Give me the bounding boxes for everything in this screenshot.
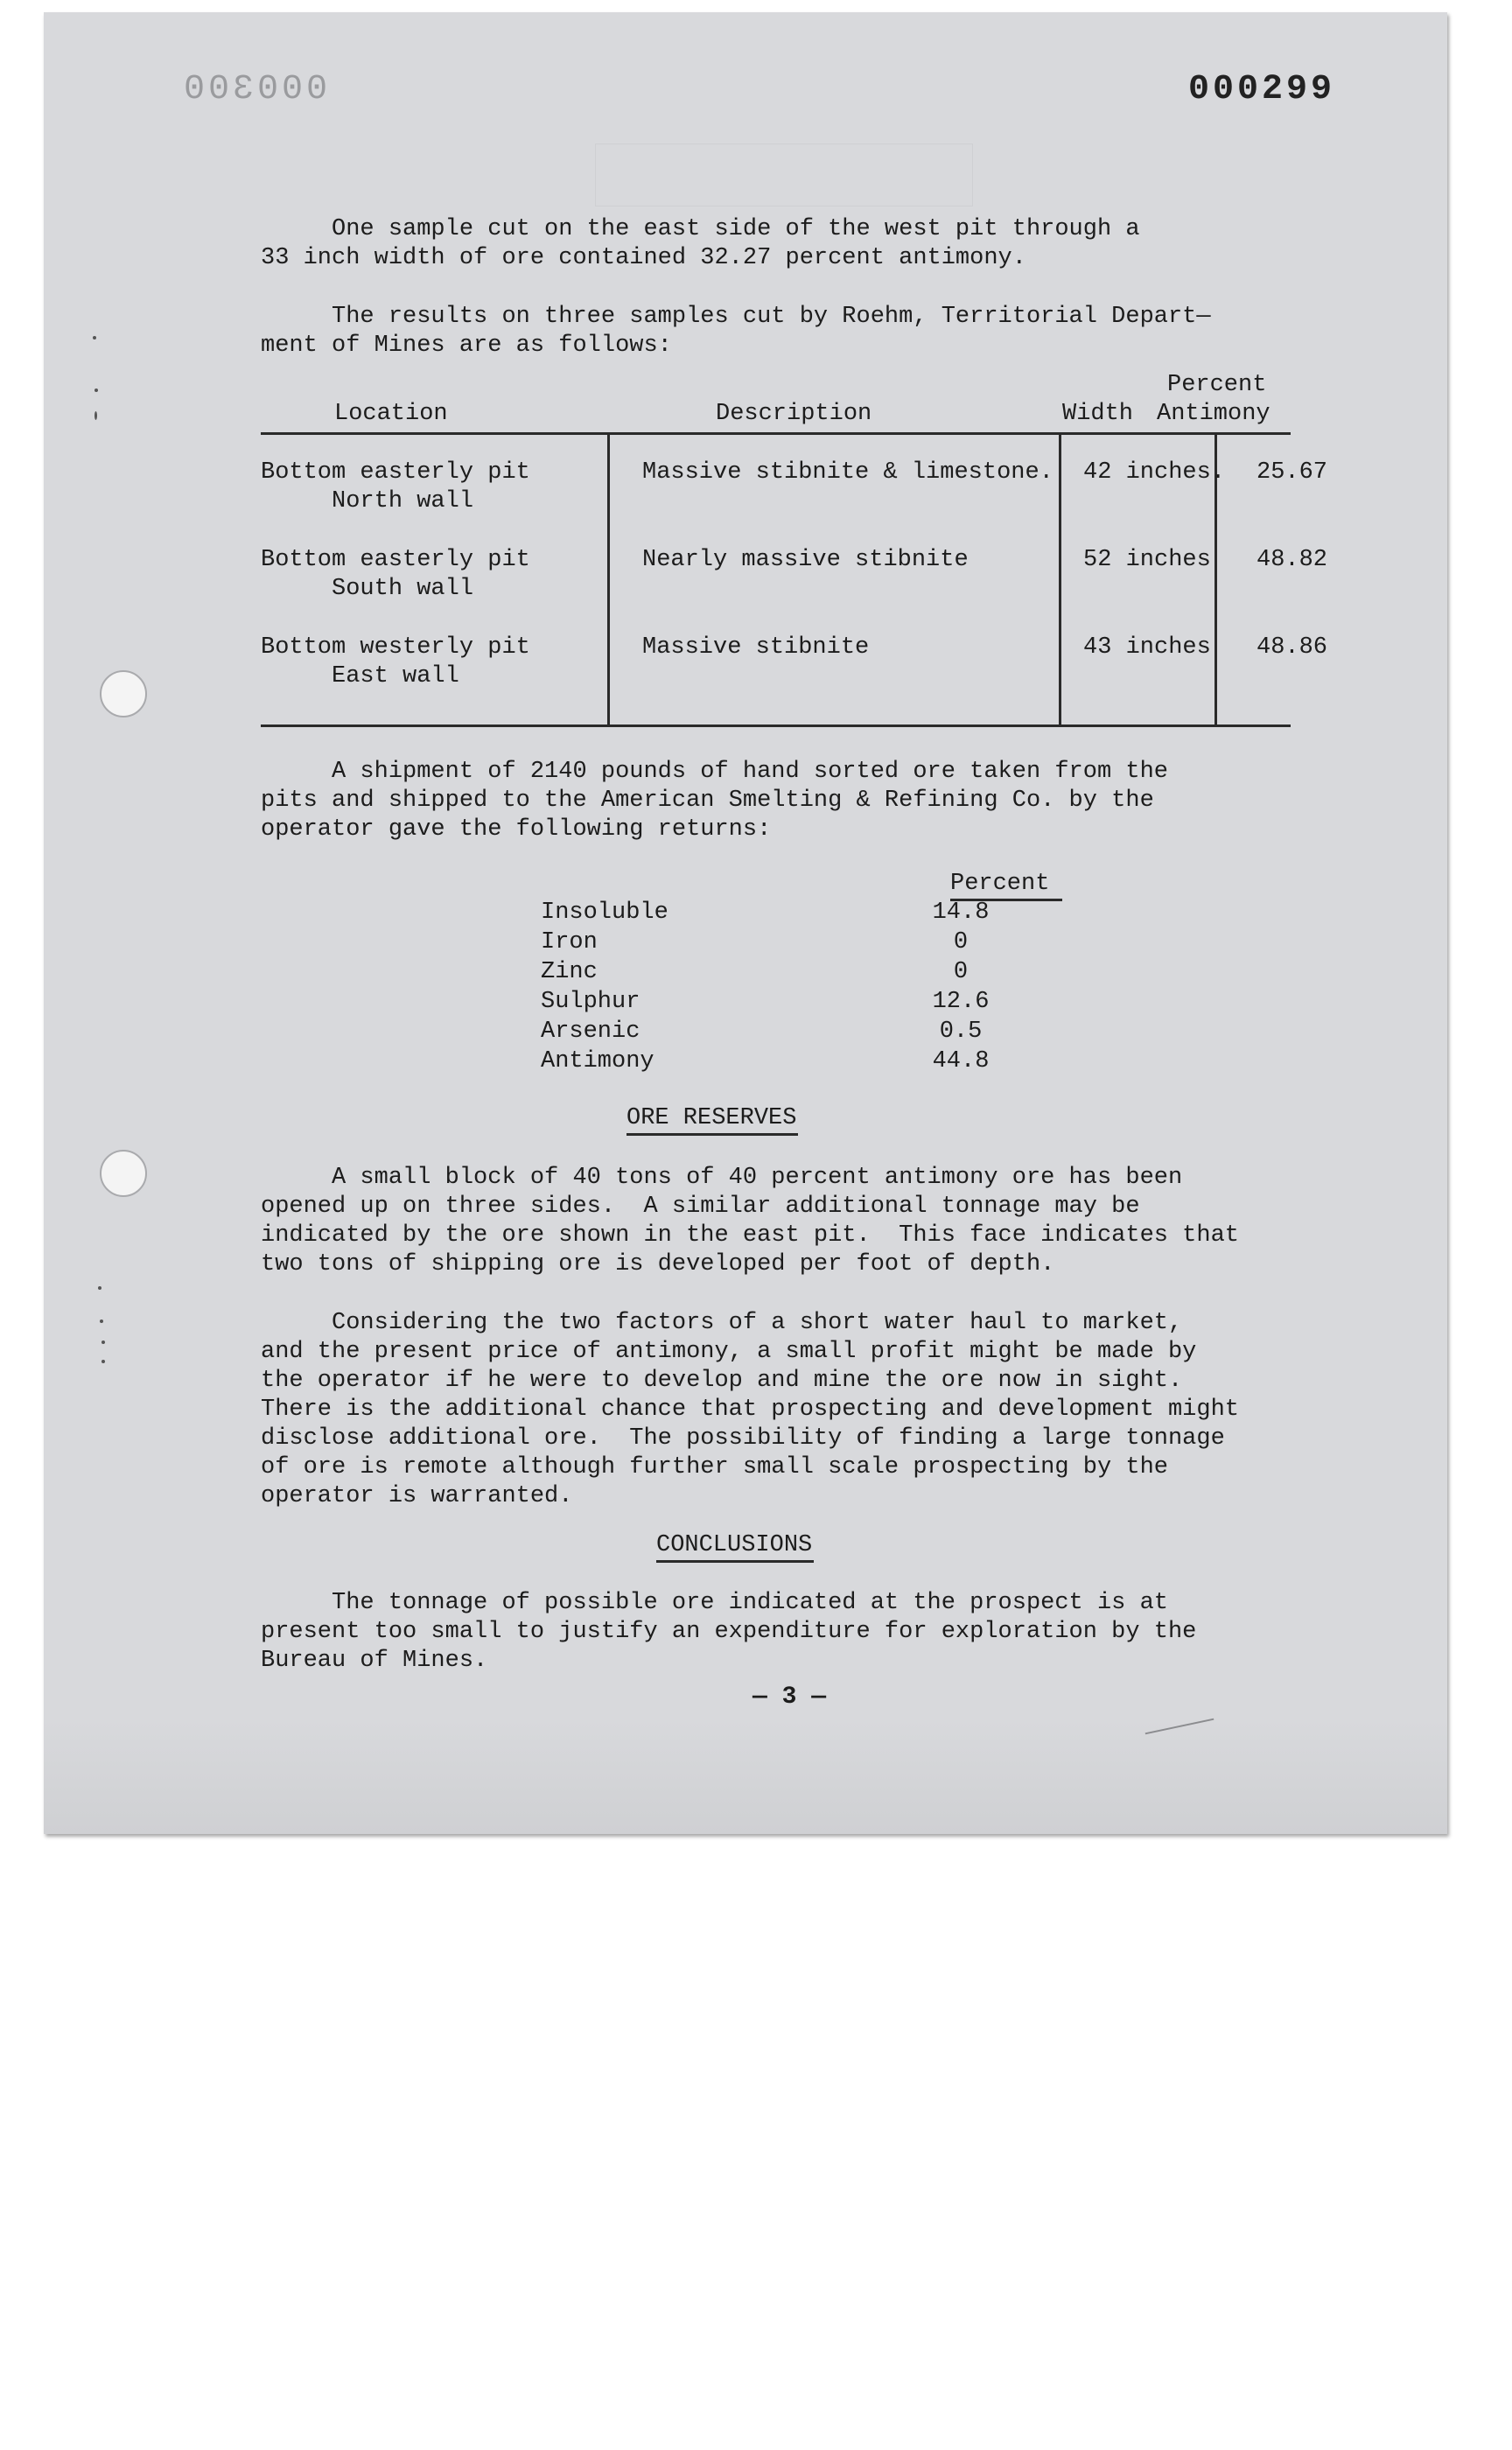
column-header-width: Width [1062, 401, 1134, 427]
table-cell-description: Massive stibnite & limestone. [642, 459, 1054, 486]
column-header-location: Location [334, 401, 448, 427]
margin-speck [94, 411, 97, 420]
table-cell-antimony: 48.86 [1256, 634, 1328, 661]
table-cell-width: 52 inches [1083, 547, 1211, 573]
table-cell-description: Nearly massive stibnite [642, 547, 969, 573]
punch-hole-top [100, 670, 147, 718]
assay-element: Iron [541, 929, 598, 956]
table-cell-width: 43 inches [1083, 634, 1211, 661]
page-number: — 3 — [752, 1684, 827, 1711]
assay-value: 0 [953, 929, 969, 956]
paragraph-sample-width: One sample cut on the east side of the west pit through a 33 inch width of ore contained 32.27 percent antimony. [261, 216, 1140, 271]
paragraph-considerations: Considering the two factors of a short water haul to market, and the present price of antimony, a small profit might be made by the operator if he were to develop and mine the ore now in sight. There is the additional chance that prospecting and development might disclose additional ore. The possibility of finding a large tonnage of ore is remote although further small scale prospecting by the operator is warranted. [261, 1310, 1239, 1509]
heading-ore-reserves-underline [626, 1133, 798, 1136]
faint-stamp-mark [595, 144, 973, 206]
paragraph-ore-reserves: A small block of 40 tons of 40 percent antimony ore has been opened up on three sides. A similar additional tonnage may be indicated by the ore shown in the east pit. This face indicates that two tons of shipping ore is developed per foot of depth. [261, 1165, 1239, 1278]
column-header-description: Description [716, 401, 872, 427]
paragraph-roehm-results: The results on three samples cut by Roehm, Territorial Depart— ment of Mines are as follows: [261, 304, 1211, 359]
assay-header-percent: Percent [950, 871, 1050, 897]
assay-value: 12.6 [932, 989, 990, 1015]
assay-element: Antimony [541, 1048, 654, 1074]
assay-value: 0.5 [939, 1018, 983, 1045]
column-header-antimony: Antimony [1157, 401, 1270, 427]
assay-element: Insoluble [541, 900, 668, 926]
margin-speck [98, 1286, 102, 1290]
table-header-rule [261, 432, 1291, 435]
margin-speck [93, 336, 96, 340]
assay-element: Arsenic [541, 1018, 640, 1045]
table-cell-location: Bottom easterly pit South wall [261, 547, 530, 602]
table-cell-antimony: 48.82 [1256, 547, 1328, 573]
heading-conclusions: CONCLUSIONS [656, 1532, 813, 1558]
assay-element: Zinc [541, 959, 598, 985]
assay-element: Sulphur [541, 989, 640, 1015]
column-header-percent: Percent [1167, 372, 1267, 398]
paragraph-shipment: A shipment of 2140 pounds of hand sorted ore taken from the pits and shipped to the American Smelting & Refining Co. by the operator gave the following returns: [261, 759, 1168, 843]
heading-conclusions-underline [656, 1560, 814, 1563]
assay-value: 44.8 [932, 1048, 990, 1074]
assay-returns-table [541, 870, 1066, 1080]
table-cell-width: 42 inches. [1083, 459, 1226, 486]
margin-speck [94, 388, 98, 392]
table-cell-antimony: 25.67 [1256, 459, 1328, 486]
document-page [44, 12, 1447, 1834]
table-cell-location: Bottom westerly pit East wall [261, 634, 530, 690]
samples-table [261, 371, 1346, 738]
page-bottom-shade [44, 1718, 1447, 1834]
table-cell-description: Massive stibnite [642, 634, 870, 661]
assay-value: 14.8 [932, 900, 990, 926]
margin-speck [102, 1360, 105, 1363]
heading-ore-reserves: ORE RESERVES [626, 1105, 797, 1131]
table-divider-location [607, 434, 610, 726]
margin-speck [102, 1340, 105, 1344]
table-cell-location: Bottom easterly pit North wall [261, 459, 530, 514]
table-bottom-rule [261, 724, 1291, 727]
table-divider-description [1059, 434, 1061, 726]
assay-value: 0 [953, 959, 969, 985]
punch-hole-bottom [100, 1150, 147, 1197]
mirrored-page-stamp: 000300 [180, 70, 328, 109]
page-stamp-number: 000299 [1188, 70, 1336, 109]
margin-speck [100, 1320, 103, 1323]
paragraph-conclusions: The tonnage of possible ore indicated at the prospect is at present too small to justify an expenditure for exploration by the Bureau of Mines. [261, 1590, 1197, 1674]
